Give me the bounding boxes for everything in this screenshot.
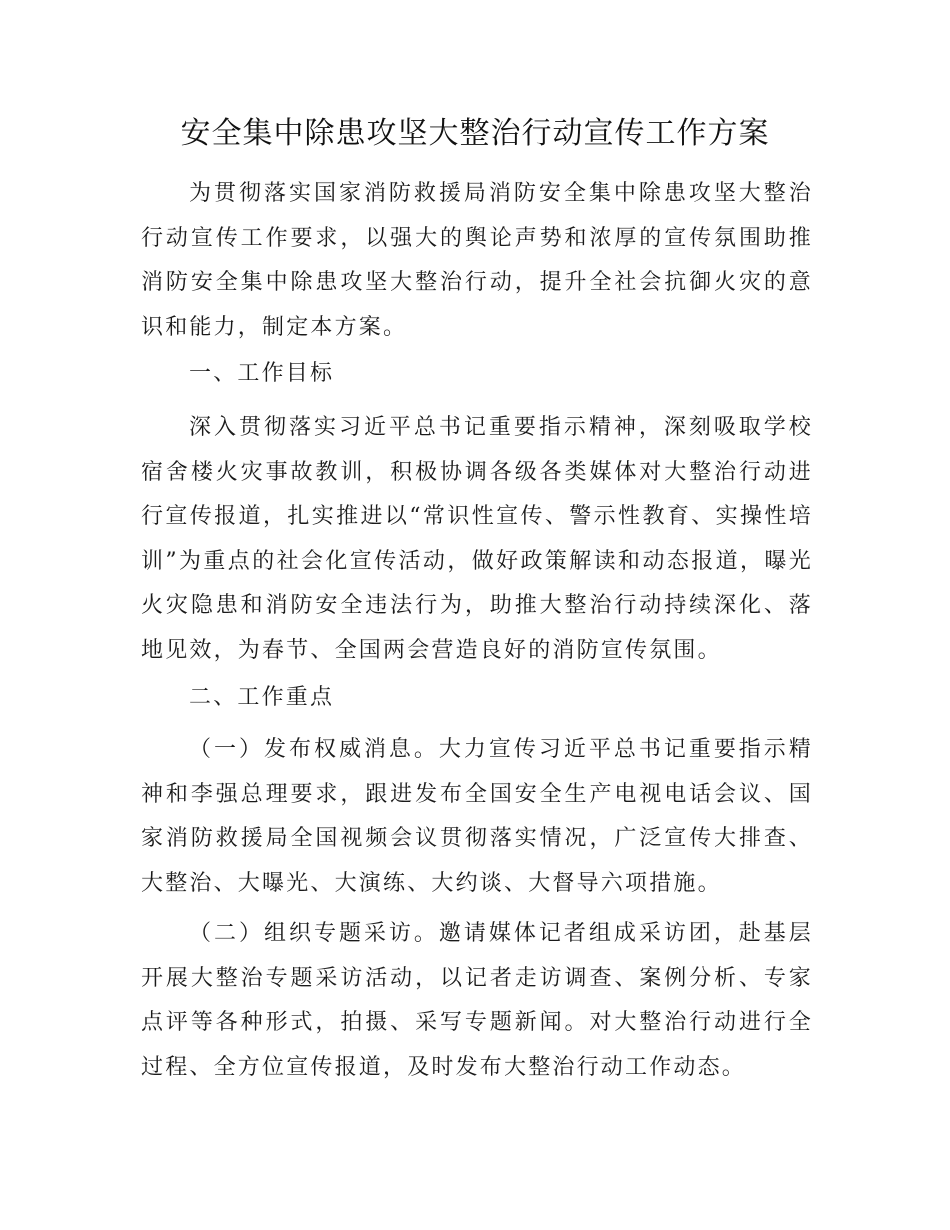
section-heading-focus: 二、工作重点 [189,685,335,710]
document-title: 安全集中除患攻坚大整治行动宣传工作方案 [180,116,770,151]
intro-paragraph: 为贯彻落实国家消防救援局消防安全集中除患攻坚大整治行动宣传工作要求，以强大的舆论声势和浓厚的宣传氛围助推消防安全集中除患攻坚大整治行动，提升全社会抗御火灾的意识和能力，制定本方案。 [141,181,813,340]
goals-paragraph: 深入贯彻落实习近平总书记重要指示精神，深刻吸取学校宿舍楼火灾事故教训，积极协调各级各类媒体对大整治行动进行宣传报道，扎实推进以“常识性宣传、警示性教育、实操性培训”为重点的社会化宣传活动，做好政策解读和动态报道，曝光火灾隐患和消防安全违法行为，助推大整治行动持续深化、落地见效，为春节、全国两会营造良好的消防宣传氛围。 [141,415,813,663]
section-heading-goals: 一、工作目标 [189,361,335,386]
focus-item-1-paragraph: （一）发布权威消息。大力宣传习近平总书记重要指示精神和李强总理要求，跟进发布全国安全生产电视电话会议、国家消防救援局全国视频会议贯彻落实情况，广泛宣传大排查、大整治、大曝光、大演练、大约谈、大督导六项措施。 [141,737,813,896]
focus-item-2-paragraph: （二）组织专题采访。邀请媒体记者组成采访团，赴基层开展大整治专题采访活动，以记者走访调查、案例分析、专家点评等各种形式，拍摄、采写专题新闻。对大整治行动进行全过程、全方位宣传报道，及时发布大整治行动工作动态。 [141,921,813,1080]
